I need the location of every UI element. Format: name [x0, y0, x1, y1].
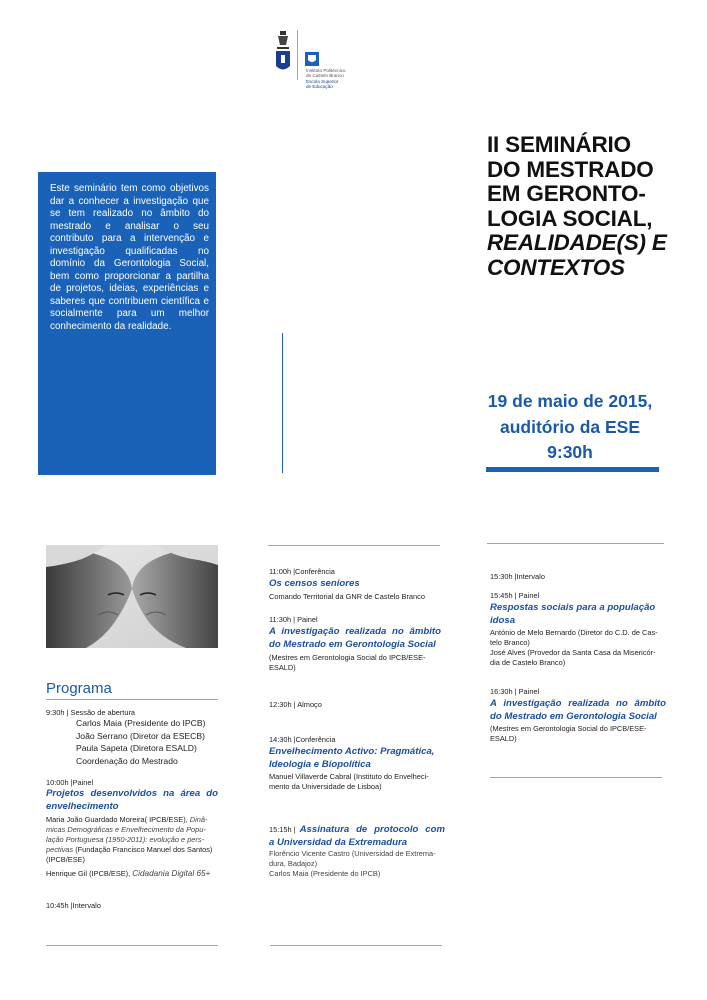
opening-speakers — [76, 717, 236, 767]
intro-text: Este seminário tem como objetivos dar a conhecer a investigação que se tem realizado no âmbito do mestrado e analisar o seu contributo para a intervenção e investigação qualificadas no domínio da Gerontologia Social, bem como proporcionar a partilha de projetos, ideias, experiências e saberes que contribuem científica e socialmente para um melhor conhecimento da realidade. — [50, 183, 209, 332]
s2-detail — [269, 653, 426, 673]
c3-s2-title-line-1: Respostas sociais para a população — [490, 602, 656, 613]
event-date: 19 de maio de 2015, — [487, 391, 653, 411]
speaker-2: João Serrano (Diretor da ESECB) — [76, 730, 205, 741]
s4-title — [269, 745, 434, 771]
s2-time: 11:30h | Painel — [269, 615, 318, 624]
col3-top-divider — [487, 543, 664, 544]
col2-bottom-divider — [270, 945, 442, 946]
s5-title-line-2: a Universidad da Extremadura — [269, 837, 408, 848]
c3-s3-detail — [490, 724, 647, 744]
s5-detail-line-2: dura, Badajoz) — [269, 859, 318, 868]
paper-1-author: Maria João Guardado Moreira( IPCB/ESE), — [46, 815, 188, 824]
vertical-divider — [282, 333, 283, 473]
s2-title-line-2: do Mestrado em Gerontologia Social — [269, 639, 436, 650]
s1-time: 11:00h |Conferência — [269, 567, 335, 576]
event-venue: auditório da ESE — [499, 416, 641, 437]
s4-detail — [269, 772, 429, 792]
ese-logo — [305, 52, 319, 66]
col3-bottom-divider — [490, 777, 662, 778]
s5-block — [269, 823, 445, 879]
event-details — [470, 389, 670, 466]
s3-time: 12:30h | Almoço — [269, 700, 322, 709]
s1-title: Os censos seniores — [269, 578, 360, 589]
panel-title — [46, 787, 218, 813]
col2-top-divider — [268, 545, 440, 546]
s4-detail-line-1: Manuel Villaverde Cabral (Instituto do Envelheci- — [269, 772, 429, 781]
program-heading: Programa — [46, 680, 112, 697]
opening-time: 9:30h | Sessão de abertura — [46, 708, 136, 717]
s4-detail-line-2: mento da Universidade de Lisboa) — [269, 782, 382, 791]
paper-2-work: Cidadania Digital 65+ — [132, 869, 211, 878]
col1-bottom-divider — [46, 945, 218, 946]
s2-title-line-1: A investigação realizada no âmbito — [269, 626, 441, 637]
logo-school-line-1: Escola Superior — [306, 78, 339, 84]
paper-1-work-line-3: lação Portuguesa (1950-2011): evolução e pers- — [46, 835, 205, 844]
s5-time: 15:15h | — [269, 825, 296, 834]
panel-paper-2 — [46, 869, 226, 879]
logo-school-line-2: de Educação — [306, 84, 333, 90]
s5-detail-line-1: Florêncio Vicente Castro (Universidad de Extrema- — [269, 849, 436, 858]
speaker-4: Coordenação do Mestrado — [76, 755, 178, 766]
title-line-5: REALIDADE(S) E — [487, 230, 667, 255]
s5-title-line-1: Assinatura de protocolo com — [299, 824, 445, 835]
panel-title-line-2: envelhecimento — [46, 801, 119, 812]
s1-detail: Comando Territorial da GNR de Castelo Branco — [269, 592, 425, 601]
c3-s1-time: 15:30h |Intervalo — [490, 572, 545, 581]
intro-box — [38, 172, 216, 475]
paper-1-affiliation: (IPCB/ESE) — [46, 855, 86, 864]
paper-1-work-line-2: micas Demográficas e Envelhecimento da Popu- — [46, 825, 206, 834]
c3-s3-time: 16:30h | Painel — [490, 687, 540, 696]
paper-1-work-a: Dinâ- — [189, 815, 208, 824]
title-line-4: LOGIA SOCIAL, — [487, 205, 653, 231]
ipcb-logo — [275, 30, 291, 74]
s5-detail-line-3: Carlos Maia (Presidente do IPCB) — [269, 869, 381, 878]
s2-detail-line-1: (Mestres em Gerontologia Social do IPCB/ESE- — [269, 653, 426, 662]
seminar-title — [487, 133, 697, 280]
s5-detail — [269, 849, 445, 879]
s2-detail-line-2: ESALD) — [269, 663, 296, 672]
s4-title-line-1: Envelhecimento Activo: Pragmática, — [269, 746, 435, 757]
logo-caption — [306, 68, 346, 90]
c3-s3-title-line-1: A investigação realizada no âmbito — [490, 698, 666, 709]
title-line-3: EM GERONTO- — [487, 181, 646, 206]
s4-time: 14:30h |Conferência — [269, 735, 336, 744]
speaker-3: Paula Sapeta (Diretora ESALD) — [76, 743, 197, 753]
panel-time: 10:00h |Painel — [46, 778, 94, 787]
title-line-6: CONTEXTOS — [487, 254, 625, 280]
program-heading-divider — [46, 699, 218, 700]
break-time-1: 10:45h |Intervalo — [46, 901, 101, 910]
c3-s3-title-line-2: do Mestrado em Gerontologia Social — [490, 711, 657, 722]
c3-s2-title — [490, 601, 670, 627]
c3-s2-detail-line-3: José Alves (Provedor da Santa Casa da Misericór- — [490, 648, 656, 657]
c3-s2-detail-line-1: António de Melo Bernardo (Diretor do C.D. de Cas- — [490, 628, 658, 637]
paper-1-work-line-4a: pectivas — [46, 845, 74, 854]
paper-2-author: Henrique Gil (IPCB/ESE), — [46, 869, 131, 878]
c3-s3-title — [490, 697, 666, 723]
c3-s3-detail-line-2: ESALD) — [490, 734, 517, 743]
event-time: 9:30h — [547, 442, 593, 462]
s4-title-line-2: Ideologia e Biopolítica — [269, 759, 371, 770]
panel-paper-1 — [46, 815, 218, 865]
c3-s2-detail-line-2: telo Branco) — [490, 638, 530, 647]
logo-institution-line-1: Instituto Politécnico — [306, 68, 346, 73]
title-line-2: DO MESTRADO — [487, 156, 654, 182]
logo-institution-line-2: de Castelo Branco — [306, 73, 344, 79]
title-line-1: II SEMINÁRIO — [487, 132, 631, 157]
c3-s3-detail-line-1: (Mestres em Gerontologia Social do IPCB/ESE- — [490, 724, 647, 733]
c3-s2-time: 15:45h | Painel — [490, 591, 540, 600]
logo-separator — [297, 30, 298, 80]
elderly-couple-photo — [46, 545, 218, 648]
s2-title — [269, 625, 441, 651]
c3-s2-detail-line-4: dia de Castelo Branco) — [490, 658, 566, 667]
c3-s2-detail — [490, 628, 658, 668]
accent-bar — [486, 467, 659, 472]
paper-1-work-line-4b: (Fundação Francisco Manuel dos Santos) — [75, 845, 213, 854]
panel-title-line-1: Projetos desenvolvidos na área do — [46, 788, 218, 799]
speaker-1: Carlos Maia (Presidente do IPCB) — [76, 718, 206, 728]
c3-s2-title-line-2: idosa — [490, 615, 516, 626]
